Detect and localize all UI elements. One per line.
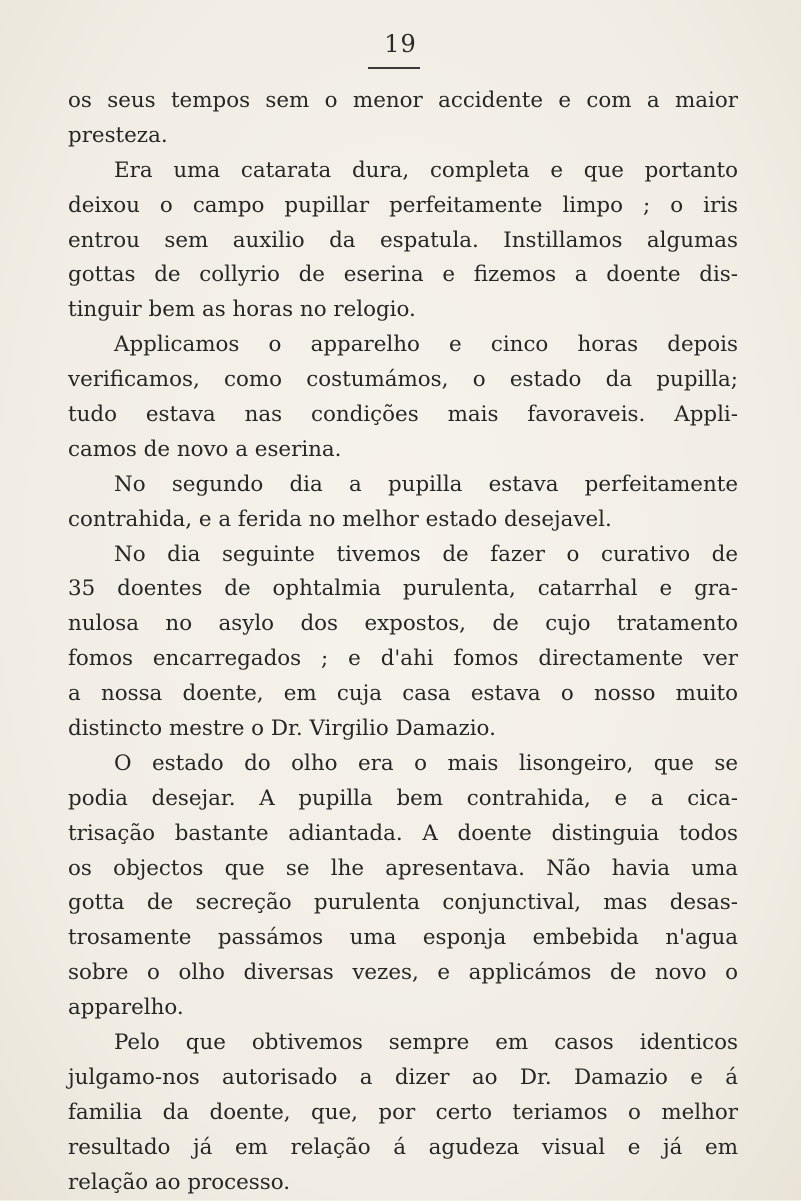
text-line: Era uma catarata dura, completa e que portanto (114, 157, 738, 183)
text-line: presteza. (68, 122, 168, 148)
paragraph (68, 1026, 738, 1200)
page-number: 19 (384, 30, 417, 58)
text-line: Pelo que obtivemos sempre em casos identicos (114, 1030, 738, 1056)
paragraph (68, 538, 738, 747)
text-line: Applicamos o apparelho e cinco horas depois (114, 332, 738, 358)
text-line: relação ao processo. (68, 1169, 291, 1195)
text-line: nulosa no asylo dos expostos, de cujo tratamento (68, 611, 738, 637)
text-line: trisação bastante adiantada. A doente distinguia todos (68, 820, 738, 846)
text-line: No segundo dia a pupilla estava perfeitamente (114, 471, 738, 497)
text-line: apparelho. (68, 995, 184, 1021)
page-number-rule (368, 67, 420, 69)
body-text (68, 84, 738, 1201)
text-line: tudo estava nas condições mais favoraveis. Appli- (68, 402, 738, 428)
text-line: No dia seguinte tivemos de fazer o curativo de (114, 541, 738, 567)
text-line: os objectos que se lhe apresentava. Não havia uma (68, 855, 738, 881)
text-line: O estado do olho era o mais lisongeiro, que se (114, 750, 738, 776)
text-line: resultado já em relação á agudeza visual e já em (68, 1134, 738, 1160)
paragraph (68, 747, 738, 1026)
text-line: podia desejar. A pupilla bem contrahida, e a cica- (68, 785, 738, 811)
paragraph (68, 84, 738, 154)
text-line: gottas de collyrio de eserina e fizemos a doente dis- (68, 262, 738, 288)
text-line: julgamo-nos autorisado a dizer ao Dr. Damazio e á (68, 1064, 738, 1090)
paragraph (68, 154, 738, 328)
text-line: camos de novo a eserina. (68, 436, 342, 462)
text-line: 35 doentes de ophtalmia purulenta, catarrhal e gra- (68, 576, 738, 602)
text-line: tinguir bem as horas no relogio. (68, 297, 416, 323)
text-line: distincto mestre o Dr. Virgilio Damazio. (68, 716, 496, 742)
text-line: a nossa doente, em cuja casa estava o nosso muito (68, 681, 738, 707)
text-line: gotta de secreção purulenta conjunctival, mas desas- (68, 890, 738, 916)
text-line: familia da doente, que, por certo teriamos o melhor (68, 1099, 738, 1125)
text-line: deixou o campo pupillar perfeitamente limpo ; o iris (68, 192, 738, 218)
text-line: entrou sem auxilio da espatula. Instillamos algumas (68, 227, 738, 253)
text-line: sobre o olho diversas vezes, e applicámos de novo o (68, 960, 738, 986)
text-line: fomos encarregados ; e d'ahi fomos directamente ver (68, 646, 738, 672)
text-line: trosamente passámos uma esponja embebida n'agua (68, 925, 738, 951)
text-line: contrahida, e a ferida no melhor estado desejavel. (68, 506, 612, 532)
paragraph (68, 328, 738, 468)
text-line: verificamos, como costumámos, o estado da pupilla; (68, 367, 738, 393)
paragraph (68, 468, 738, 538)
text-line: os seus tempos sem o menor accidente e com a maior (68, 88, 738, 113)
